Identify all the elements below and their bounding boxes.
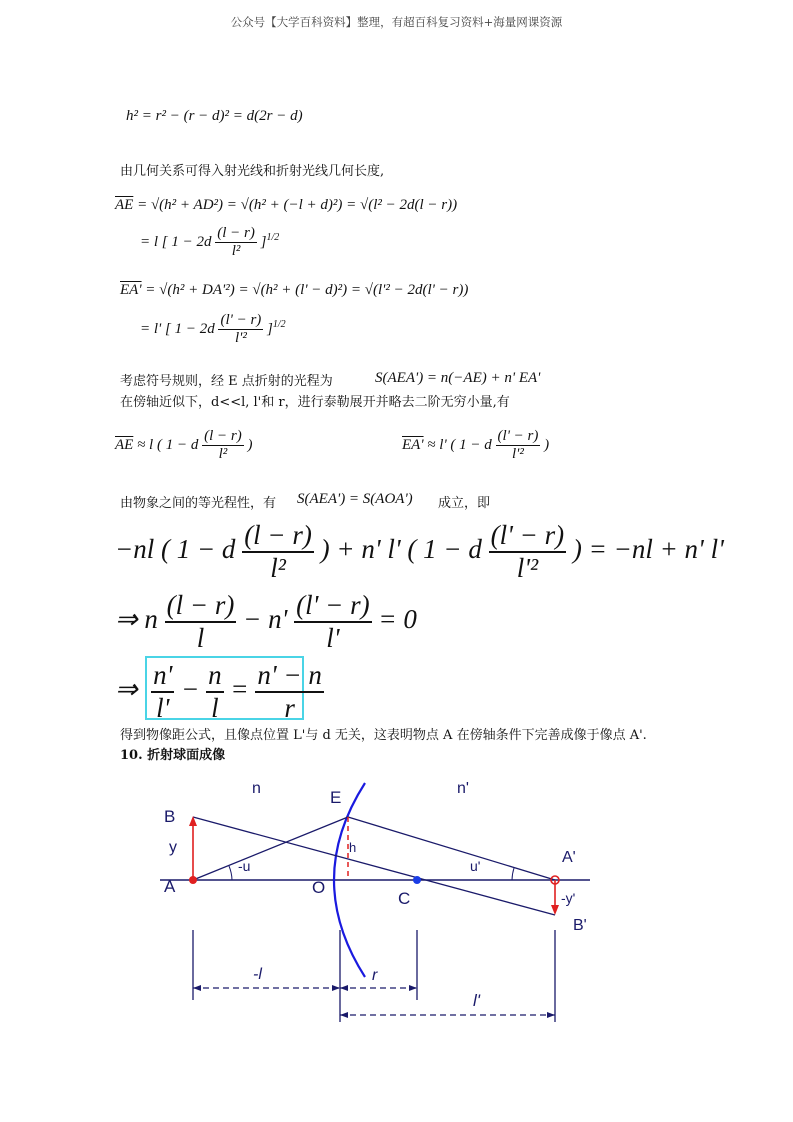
image-arrowhead [551,905,559,915]
h-squared-equation: h² = r² − (r − d)² = d(2r − d) [126,108,303,124]
approx-ae-suffix: ) [247,436,253,453]
point-a-dot [189,876,197,884]
big3-minus: − [181,674,200,705]
label-a: A [164,877,176,896]
big1-denominator-1: l² [270,553,286,583]
big1-part-c: ) = −nl + n' l' [572,534,724,565]
big1-part-b: ) + n' l' ( 1 − d [320,534,482,565]
label-n-prime: n' [457,780,469,797]
approx-ea-numerator: (l' − r) [497,428,539,444]
ae-expansion-prefix: = l [ 1 − 2d [140,233,212,250]
label-u-prime: u' [470,858,481,874]
label-e: E [330,788,342,807]
big1-numerator-1: (l − r) [242,520,314,553]
big3-numerator-1: n' [151,660,174,693]
big1-part-a: −nl ( 1 − d [115,534,236,565]
ray-e-to-a-prime [348,817,555,880]
big2-denominator-1: l [196,623,205,653]
label-c: C [398,889,411,908]
approx-ea-overline: EA' [402,436,424,453]
big3-numerator-3: n' − n [255,660,324,693]
angle-u-prime-arc [512,868,514,880]
optical-path-equation: S(AEA') = n(−AE) + n' EA' [375,370,541,386]
big2-denominator-2: l' [326,623,340,653]
big1-numerator-2: (l' − r) [489,520,567,553]
label-h: h [349,840,357,855]
ea-expansion-numerator: (l' − r) [220,312,262,328]
distance-l-arrow-left [193,985,201,991]
big3-equals: = [230,674,249,705]
equal-path-equation: S(AEA') = S(AOA') [297,491,413,507]
approx-ae-prefix: ≈ l ( 1 − d [133,436,199,453]
label-neg-u: -u [238,858,251,874]
equal-path-intro: 由物象之间的等光程性，有 [120,496,277,511]
big2-numerator-1: (l − r) [165,590,237,623]
ae-length-rhs: = √(h² + AD²) = √(h² + (−l + d)²) = √(l² − 2d(l − r)) [133,197,458,213]
approx-ae-overline: $\overline{AE}$ [115,436,134,453]
approx-ea-prefix: ≈ l' ( 1 − d [423,436,492,453]
approx-ea-suffix: ) [544,436,550,453]
big2-part-c: = 0 [378,604,417,635]
header-watermark: 公众号【大学百科资料】整理，有超百科复习资料+海量网课资源 [230,15,563,29]
section-heading: 10. 折射球面成像 [120,748,226,763]
geometry-intro-text: 由几何关系可得入射光线和折射光线几何长度, [120,164,385,179]
equal-path-post-text: 成立，即 [438,496,491,511]
paraxial-text: 在傍轴近似下，d<<l, l'和 r，进行泰勒展开并略去二阶无穷小量,有 [120,395,510,410]
label-o: O [312,878,326,897]
big1-denominator-2: l'² [516,553,539,583]
conclusion-text: 得到物像距公式，且像点位置 L'与 d 无关，这表明物点 A 在傍轴条件下完善成像于像点 A'. [120,728,647,743]
ea-expansion-exponent: 1/2 [272,318,286,330]
label-neg-y-prime: -y' [561,890,576,906]
ea-expansion-denominator: l'² [234,330,247,346]
label-b-prime: B' [573,917,587,934]
sign-rule-text: 考虑符号规则，经 E 点折射的光程为 [120,374,333,389]
ea-overline: EA' [120,282,142,298]
ae-overline: $\overline{AE}$ [115,197,134,213]
distance-l-arrow-right [332,985,340,991]
label-n: n [252,780,261,797]
distance-l-prime-arrow-left [340,1012,348,1018]
big3-numerator-2: n [206,660,224,693]
ae-expansion-denominator: l² [231,243,241,259]
big3-denominator-3: r [284,693,295,723]
ae-expansion-exponent: 1/2 [266,231,280,243]
ae-expansion-suffix: ] [260,233,267,250]
distance-r-arrow-left [340,985,348,991]
big3-denominator-1: l' [156,693,170,723]
label-y: y [169,839,177,856]
distance-r-arrow-right [409,985,417,991]
angle-u-arc [229,866,232,880]
ea-expansion-prefix: = l' [ 1 − 2d [140,320,215,337]
approx-ae-denominator: l² [218,446,228,462]
approx-ae-numerator: (l − r) [204,428,242,444]
ea-length-rhs: = √(h² + DA'²) = √(h² + (l' − d)²) = √(l'² − 2d(l' − r)) [141,282,469,298]
label-neg-l: -l [253,966,262,983]
ray-a-to-e [193,817,348,880]
ea-expansion-suffix: ] [267,320,273,337]
point-c-dot [413,876,421,884]
label-b: B [164,807,176,826]
big3-arrow: ⇒ [115,674,138,705]
distance-l-prime-arrow-right [547,1012,555,1018]
big3-denominator-2: l [211,693,219,723]
ae-expansion-numerator: (l − r) [217,225,255,241]
big2-part-a: ⇒ n [115,604,158,635]
big2-numerator-2: (l' − r) [294,590,372,623]
approx-ea-denominator: l'² [512,446,524,462]
label-a-prime: A' [562,849,576,866]
label-l-prime: l' [473,991,481,1010]
big2-part-b: − n' [243,604,288,635]
label-r: r [372,967,378,984]
